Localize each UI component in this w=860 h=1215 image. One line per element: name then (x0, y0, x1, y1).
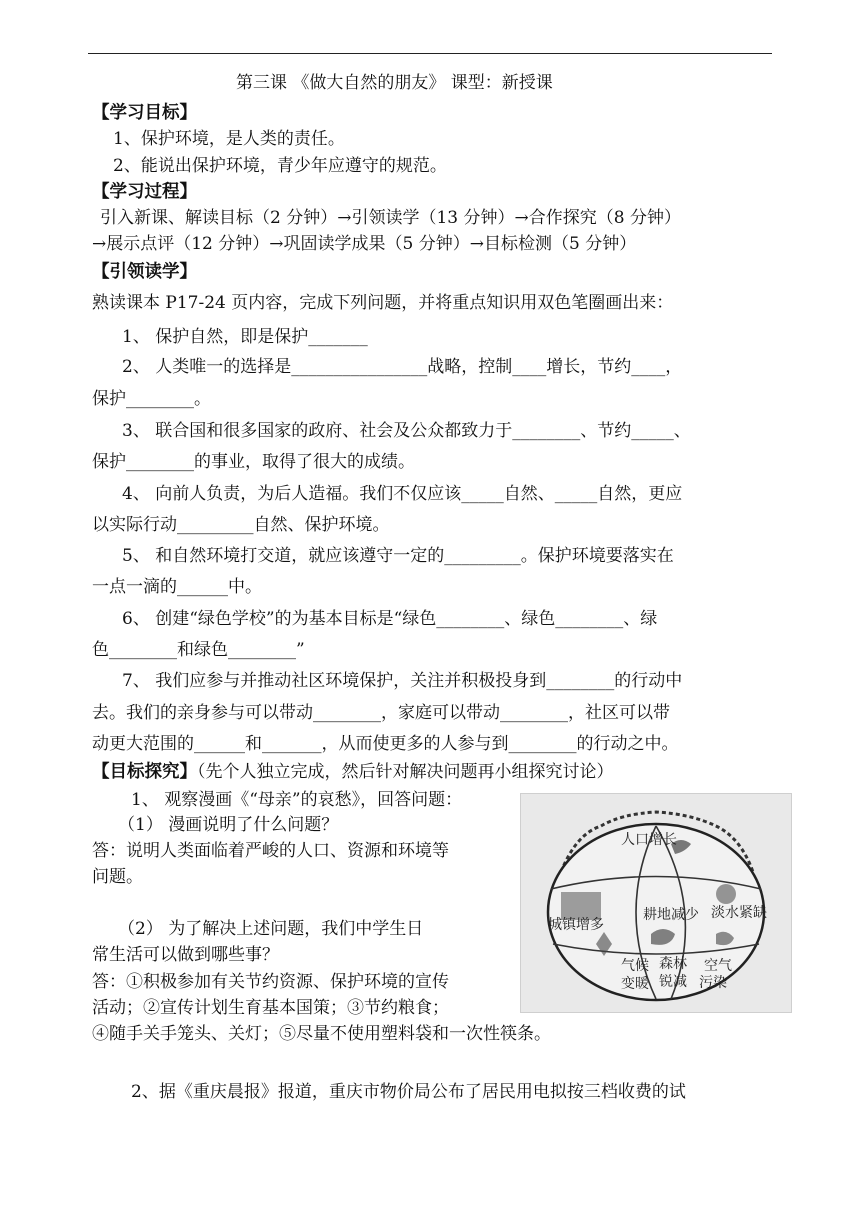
label-air-2: 污染 (699, 975, 727, 991)
question-1-2-line: （2） 为了解决上述问题，我们中学生日 (118, 919, 424, 939)
mother-sorrow-cartoon (520, 793, 792, 1013)
label-forest-2: 锐减 (659, 974, 687, 990)
guided-line: 动更大范围的______和_______，从而使更多的人参与到________的行动之中。 (92, 734, 679, 754)
section-heading-goals: 【学习目标】 (92, 103, 197, 123)
section-heading-process: 【学习过程】 (92, 182, 197, 202)
label-forest-1: 森林 (659, 956, 687, 972)
process-line: 引入新课、解读目标（2 分钟）→引领读学（13 分钟）→合作探究（8 分钟） (100, 208, 681, 228)
guided-line: 去。我们的亲身参与可以带动________，家庭可以带动________，社区可以带 (92, 703, 670, 723)
guided-line: 保护________的事业，取得了很大的成绩。 (92, 452, 415, 472)
section-heading-guided: 【引领读学】 (92, 262, 197, 282)
question-2: 2、据《重庆晨报》报道，重庆市物价局公布了居民用电拟按三档收费的试 (131, 1082, 686, 1102)
process-line: →展示点评（12 分钟）→巩固读学成果（5 分钟）→目标检测（5 分钟） (92, 234, 637, 254)
header-rule (88, 53, 772, 54)
section-heading-explore-row (92, 761, 614, 783)
page-title: 第三课 《做大自然的朋友》 课型：新授课 (236, 73, 553, 93)
guided-line: 2、 人类唯一的选择是________________战略，控制____增长，节约____， (122, 357, 683, 377)
goal-item: 2、能说出保护环境，青少年应遵守的规范。 (113, 156, 447, 176)
guided-line: 7、 我们应参与并推动社区环境保护，关注并积极投身到________的行动中 (122, 671, 683, 691)
answer-1-line: 问题。 (92, 867, 143, 887)
goal-item: 1、保护环境，是人类的责任。 (113, 129, 345, 149)
answer-2-line: 答：①积极参加有关节约资源、保护环境的宣传 (92, 972, 449, 992)
guided-line: 4、 向前人负责，为后人造福。我们不仅应该_____自然、_____自然，更应 (122, 484, 683, 504)
section-heading-explore: 【目标探究】 (92, 762, 197, 782)
guided-line: 保护________。 (92, 389, 211, 409)
label-farmland: 耕地减少 (643, 907, 699, 923)
label-climate-2: 变暖 (621, 976, 649, 992)
label-towns: 城镇增多 (548, 917, 604, 933)
question-1-1: （1） 漫画说明了什么问题？ (118, 815, 339, 835)
guided-line: 5、 和自然环境打交道，就应该遵守一定的_________。保护环境要落实在 (122, 546, 674, 566)
guided-intro: 熟读课本 P17-24 页内容，完成下列问题，并将重点知识用双色笔圈画出来： (92, 293, 674, 313)
guided-line: 以实际行动_________自然、保护环境。 (92, 515, 390, 535)
answer-2-line: 活动；②宣传计划生育基本国策；③节约粮食； (92, 998, 449, 1018)
guided-line: 1、 保护自然，即是保护_______ (122, 327, 368, 347)
label-population: 人口增长 (621, 832, 677, 848)
label-climate-1: 气候 (621, 958, 649, 974)
answer-1-line: 答：说明人类面临着严峻的人口、资源和环境等 (92, 841, 449, 861)
label-water: 淡水紧缺 (711, 905, 767, 921)
answer-2-line: ④随手关手笼头、关灯；⑤尽量不使用塑料袋和一次性筷条。 (92, 1024, 551, 1044)
earth-globe-illustration (521, 794, 791, 1012)
label-air-1: 空气 (704, 958, 732, 974)
question-1-2-line: 常生活可以做到哪些事？ (92, 945, 279, 965)
question-1: 1、 观察漫画《“母亲”的哀愁》，回答问题： (131, 790, 463, 810)
guided-line: 6、 创建“绿色学校”的为基本目标是“绿色________、绿色________、绿 (122, 609, 658, 629)
guided-line: 一点一滴的______中。 (92, 577, 262, 597)
guided-line: 3、 联合国和很多国家的政府、社会及公众都致力于________、节约_____、 (122, 421, 691, 441)
guided-line: 色________和绿色________” (92, 640, 305, 660)
explore-heading-note: （先个人独立完成，然后针对解决问题再小组探究讨论） (197, 762, 614, 782)
